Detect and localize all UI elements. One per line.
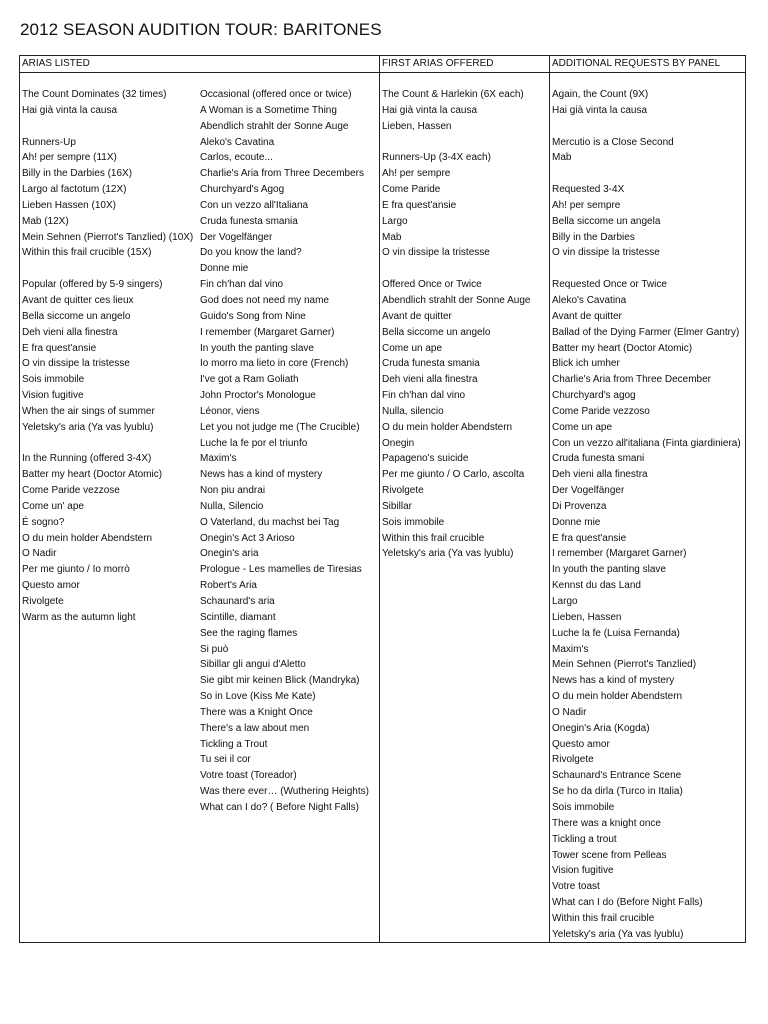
aria-entry: Schaunard's Entrance Scene (552, 770, 682, 782)
aria-entry: Cruda funesta smania (200, 215, 298, 227)
aria-entry: Come Paride vezzoso (552, 405, 650, 417)
aria-entry: Tu sei il cor (200, 754, 251, 766)
aria-entry: Con un vezzo all'italiana (Finta giardiniera) (552, 437, 741, 449)
aria-entry: Bella siccome un angelo (22, 310, 131, 322)
page-title: 2012 SEASON AUDITION TOUR: BARITONES (20, 20, 382, 39)
aria-entry: Deh vieni alla finestra (382, 374, 478, 386)
aria-entry: Tickling a trout (552, 833, 617, 845)
aria-entry: Abendlich strahlt der Sonne Auge (200, 120, 349, 132)
aria-entry: Bella siccome un angelo (382, 326, 491, 338)
aria-entry: See the raging flames (200, 627, 298, 639)
aria-entry: Charlie's Aria from Three December (552, 374, 712, 386)
aria-entry: Luche la fe por el triunfo (200, 437, 308, 449)
aria-entry: John Proctor's Monologue (200, 390, 316, 402)
aria-entry: In youth the panting slave (200, 342, 314, 354)
arias-listed-occasional-column (200, 87, 369, 816)
aria-entry: Ballad of the Dying Farmer (Elmer Gantry) (552, 326, 740, 338)
aria-entry: Requested 3-4X (552, 184, 625, 196)
aria-entry: Sois immobile (382, 516, 445, 528)
aria-entry: I've got a Ram Goliath (200, 374, 299, 386)
aria-entry: Blick ich umher (552, 358, 620, 370)
aria-entry: I remember (Margaret Garner) (200, 326, 335, 338)
aria-entry: Charlie's Aria from Three Decembers (200, 168, 365, 180)
aria-entry: Vision fugitive (22, 390, 84, 402)
aria-entry: Come Paride vezzose (22, 485, 120, 497)
aria-entry: Yeletsky's aria (Ya vas lyublu) (382, 548, 514, 560)
aria-entry: Largo (382, 215, 408, 227)
aria-entry: O du mein holder Abendstern (382, 421, 513, 433)
aria-entry: Within this frail crucible (382, 532, 485, 544)
aria-entry: E fra quest'ansie (382, 199, 457, 211)
aria-entry: Largo al factotum (12X) (22, 184, 127, 196)
aria-entry: O vin dissipe la tristesse (22, 358, 130, 370)
aria-entry: Lieben, Hassen (552, 611, 622, 623)
aria-entry: Billy in the Darbies (16X) (22, 168, 133, 180)
aria-entry: Do you know the land? (200, 247, 302, 259)
aria-entry: Questo amor (552, 738, 610, 750)
aria-entry: Hai già vinta la causa (22, 104, 118, 116)
aria-entry: Mab (552, 152, 572, 164)
aria-entry (552, 261, 741, 277)
aria-entry: Luche la fe (Luisa Fernanda) (552, 627, 680, 639)
column-divider (379, 56, 380, 942)
aria-entry: Onegin's aria (200, 548, 259, 560)
aria-entry: Votre toast (Toreador) (200, 770, 297, 782)
aria-entry: Onegin's Act 3 Arioso (200, 532, 295, 544)
aria-entry: Mercutio is a Close Second (552, 136, 674, 148)
header-arias-listed: ARIAS LISTED (22, 58, 90, 69)
aria-entry: Sois immobile (22, 374, 85, 386)
aria-entry: Come un ape (382, 342, 443, 354)
aria-entry: Per me giunto / O Carlo, ascolta (382, 469, 525, 481)
aria-entry: God does not need my name (200, 294, 329, 306)
aria-entry: O Nadir (552, 706, 587, 718)
aria-entry: Der Vogelfänger (552, 485, 625, 497)
aria-entry: E fra quest'ansie (552, 532, 627, 544)
aria-entry: Onegin's Aria (Kogda) (552, 722, 650, 734)
aria-entry: In the Running (offered 3-4X) (22, 453, 152, 465)
aria-entry: O Vaterland, du machst bei Tag (200, 516, 340, 528)
aria-entry: Cruda funesta smani (552, 453, 645, 465)
arias-table (19, 55, 746, 943)
aria-entry: Warm as the autumn light (22, 611, 136, 623)
aria-entry: Abendlich strahlt der Sonne Auge (382, 294, 531, 306)
additional-requests-column (552, 87, 741, 943)
aria-entry: A Woman is a Sometime Thing (200, 104, 337, 116)
aria-entry: When the air sings of summer (22, 405, 155, 417)
aria-entry: Di Provenza (552, 500, 607, 512)
aria-entry: Rivolgete (552, 754, 594, 766)
header-first-arias-offered: FIRST ARIAS OFFERED (382, 58, 494, 69)
aria-entry: Mein Sehnen (Pierrot's Tanzlied) (552, 659, 697, 671)
aria-entry: Was there ever… (Wuthering Heights) (200, 786, 369, 798)
aria-entry: O Nadir (22, 548, 57, 560)
aria-entry: Ah! per sempre (382, 168, 451, 180)
aria-entry: Prologue - Les mamelles de Tiresias (200, 564, 362, 576)
aria-entry: Donne mie (200, 263, 249, 275)
aria-entry: Ah! per sempre (11X) (22, 152, 117, 164)
aria-entry (382, 261, 530, 277)
aria-entry (382, 135, 530, 151)
aria-entry: O du mein holder Abendstern (22, 532, 153, 544)
aria-entry: Let you not judge me (The Crucible) (200, 421, 360, 433)
aria-entry: I remember (Margaret Garner) (552, 548, 687, 560)
aria-entry: Mab (382, 231, 402, 243)
aria-entry: Sois immobile (552, 801, 615, 813)
aria-entry: Come Paride (382, 184, 441, 196)
aria-entry: Léonor, viens (200, 405, 260, 417)
aria-entry: Churchyard's Agog (200, 184, 285, 196)
aria-entry: Avant de quitter ces lieux (22, 294, 134, 306)
aria-entry: There's a law about men (200, 722, 310, 734)
aria-entry: Nulla, Silencio (200, 500, 264, 512)
aria-entry: Offered Once or Twice (382, 279, 482, 291)
aria-entry: Rivolgete (382, 485, 424, 497)
aria-entry: Deh vieni alla finestra (22, 326, 118, 338)
aria-entry: Onegin (382, 437, 415, 449)
aria-entry: Maxim's (552, 643, 589, 655)
aria-entry: Donne mie (552, 516, 601, 528)
aria-entry: Maxim's (200, 453, 237, 465)
aria-entry: Lieben, Hassen (382, 120, 452, 132)
aria-entry: Yeletsky's aria (Ya vas lyublu) (552, 928, 684, 940)
aria-entry: Votre toast (552, 881, 600, 893)
aria-entry: News has a kind of mystery (552, 675, 675, 687)
aria-entry: É sogno? (22, 516, 65, 528)
aria-entry: Cruda funesta smania (382, 358, 480, 370)
aria-entry: Bella siccome un angela (552, 215, 661, 227)
arias-listed-column (22, 87, 193, 626)
aria-entry: Se ho da dirla (Turco in Italia) (552, 786, 683, 798)
aria-entry: O du mein holder Abendstern (552, 691, 683, 703)
aria-entry: Within this frail crucible (15X) (22, 247, 152, 259)
aria-entry: E fra quest'ansie (22, 342, 97, 354)
aria-entry (22, 436, 193, 452)
aria-entry (552, 119, 741, 135)
aria-entry: Runners-Up (3-4X each) (382, 152, 491, 164)
aria-entry: Hai già vinta la causa (382, 104, 478, 116)
aria-entry: Fin ch'han dal vino (200, 279, 284, 291)
aria-entry: Batter my heart (Doctor Atomic) (22, 469, 163, 481)
aria-entry: Avant de quitter (552, 310, 622, 322)
aria-entry: Requested Once or Twice (552, 279, 667, 291)
aria-entry: Non piu andrai (200, 485, 266, 497)
aria-entry: So in Love (Kiss Me Kate) (200, 691, 316, 703)
aria-entry: Sie gibt mir keinen Blick (Mandryka) (200, 675, 360, 687)
aria-entry: What can I do (Before Night Falls) (552, 897, 703, 909)
aria-entry: Hai già vinta la causa (552, 104, 648, 116)
aria-entry: Occasional (offered once or twice) (200, 89, 352, 100)
aria-entry: Yeletsky's aria (Ya vas lyublu) (22, 421, 154, 433)
aria-entry: Io morro ma lieto in core (French) (200, 358, 349, 370)
aria-entry: In youth the panting slave (552, 564, 666, 576)
aria-entry: The Count & Harlekin (6X each) (382, 89, 524, 100)
aria-entry: Batter my heart (Doctor Atomic) (552, 342, 693, 354)
aria-entry: Aleko's Cavatina (200, 136, 275, 148)
aria-entry: Sibillar gli angui d'Aletto (200, 659, 306, 671)
aria-entry: Nulla, silencio (382, 405, 444, 417)
aria-entry: Avant de quitter (382, 310, 452, 322)
aria-entry: Scintille, diamant (200, 611, 276, 623)
aria-entry: Si può (200, 643, 229, 655)
first-arias-offered-column (382, 87, 530, 562)
aria-entry: O vin dissipe la tristesse (552, 247, 660, 259)
aria-entry: Tickling a Trout (200, 738, 268, 750)
aria-entry: Churchyard's agog (552, 390, 636, 402)
aria-entry: Per me giunto / Io morrò (22, 564, 130, 576)
aria-entry: Carlos, ecoute... (200, 152, 273, 164)
aria-entry: Kennst du das Land (552, 580, 641, 592)
aria-entry: Vision fugitive (552, 865, 614, 877)
aria-entry: Sibillar (382, 500, 413, 512)
aria-entry: Der Vogelfänger (200, 231, 273, 243)
aria-entry (22, 261, 193, 277)
aria-entry: Largo (552, 596, 578, 607)
aria-entry: What can I do? ( Before Night Falls) (200, 801, 359, 813)
column-divider (549, 56, 550, 942)
aria-entry: Con un vezzo all'Italiana (200, 199, 309, 211)
aria-entry: Again, the Count (9X) (552, 89, 649, 100)
aria-entry: O vin dissipe la tristesse (382, 247, 490, 259)
aria-entry: There was a Knight Once (200, 706, 313, 718)
header-additional-requests: ADDITIONAL REQUESTS BY PANEL (552, 58, 721, 69)
aria-entry: Rivolgete (22, 596, 64, 607)
aria-entry: Within this frail crucible (552, 912, 655, 924)
aria-entry (552, 166, 741, 182)
aria-entry: Ah! per sempre (552, 199, 621, 211)
aria-entry: Tower scene from Pelleas (552, 849, 667, 861)
aria-entry: Papageno's suicide (382, 453, 469, 465)
aria-entry: Aleko's Cavatina (552, 294, 627, 306)
aria-entry: Billy in the Darbies (552, 231, 635, 243)
aria-entry: The Count Dominates (32 times) (22, 89, 167, 100)
aria-entry: Robert's Aria (200, 580, 257, 592)
aria-entry: Come un' ape (22, 500, 84, 512)
aria-entry: Runners-Up (22, 136, 76, 148)
aria-entry: Popular (offered by 5-9 singers) (22, 279, 163, 291)
aria-entry: Deh vieni alla finestra (552, 469, 648, 481)
aria-entry: Come un ape (552, 421, 613, 433)
aria-entry: Lieben Hassen (10X) (22, 199, 116, 211)
aria-entry (22, 119, 193, 135)
header-divider (20, 72, 745, 73)
aria-entry: Guido's Song from Nine (200, 310, 306, 322)
aria-entry: Questo amor (22, 580, 80, 592)
aria-entry: News has a kind of mystery (200, 469, 323, 481)
aria-entry: There was a knight once (552, 817, 661, 829)
aria-entry: Schaunard's aria (200, 596, 275, 607)
aria-entry: Fin ch'han dal vino (382, 390, 466, 402)
aria-entry: Mab (12X) (22, 215, 69, 227)
aria-entry: Mein Sehnen (Pierrot's Tanzlied) (10X) (22, 231, 194, 243)
